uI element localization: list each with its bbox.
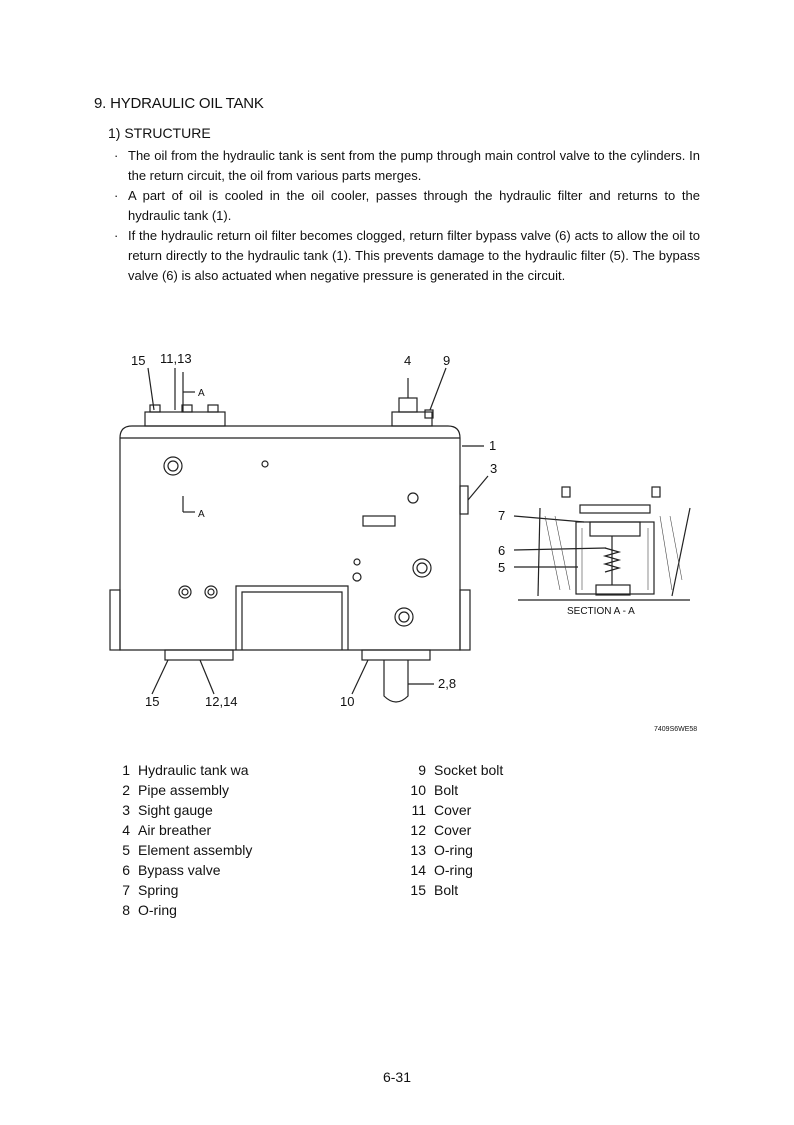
small-plug [262, 461, 268, 467]
leader-9 [430, 368, 446, 410]
part-row: 1 Hydraulic tank wa [122, 762, 249, 778]
port-circle-inner [208, 589, 214, 595]
bullet-mark: · [114, 188, 119, 203]
leader-3 [468, 476, 488, 500]
small-plug [354, 559, 360, 565]
section-mark-top: A [198, 388, 205, 399]
callout-1: 1 [489, 438, 497, 453]
part-row: 14 O-ring [410, 862, 473, 878]
bypass-valve-body [590, 522, 640, 536]
page-number: 6-31 [382, 1069, 412, 1085]
top-bolt [208, 405, 218, 412]
port-circle [395, 608, 413, 626]
air-breather [399, 398, 417, 412]
port-circle [413, 559, 431, 577]
bottom-flange [362, 650, 430, 660]
callout-5: 5 [498, 560, 506, 575]
filter-element [576, 522, 654, 594]
port-circle-inner [399, 612, 409, 622]
callout-12-14: 12,14 [205, 694, 238, 709]
small-plug [408, 493, 418, 503]
callout-11-13: 11,13 [160, 351, 192, 366]
bottom-flange [165, 650, 233, 660]
port-circle [205, 586, 217, 598]
subsection-heading: 1) STRUCTURE [108, 125, 211, 141]
part-row: 12 Cover [410, 822, 472, 838]
section-edge [672, 508, 690, 596]
lower-recess [236, 586, 348, 650]
leader-6 [514, 548, 606, 550]
section-bolt [562, 487, 570, 497]
part-row: 2 Pipe assembly [122, 782, 230, 798]
breather-base [392, 412, 432, 426]
port-circle-inner [182, 589, 188, 595]
leader-7 [514, 516, 584, 522]
part-row: 11 Cover [411, 802, 472, 818]
part-row: 15 Bolt [410, 882, 459, 898]
paragraph-text: If the hydraulic return oil filter becomes clogged, return filter bypass valve (6) acts to allow the oil to return directly to the hydraulic tank (1). This prevents damage to the hydraulic filter (5). The bypass valve (6) is also actuated when negative pressure is generated in the circuit. [128, 228, 700, 283]
callout-15-top: 15 [131, 353, 146, 368]
port-circle [179, 586, 191, 598]
callout-3: 3 [490, 461, 498, 476]
port-circle-inner [168, 461, 178, 471]
tank-drawing [110, 368, 690, 702]
bullet-mark: · [114, 228, 119, 243]
callout-2-8: 2,8 [438, 676, 457, 691]
top-bolt [150, 405, 160, 412]
top-cover [145, 412, 225, 426]
paragraph-text: The oil from the hydraulic tank is sent from the pump through main control valve to the cylinders. In the return circuit, the oil from various parts merges. [128, 148, 700, 183]
part-row: 13 O-ring [410, 842, 473, 858]
parts-list-right [404, 760, 503, 900]
bullet-mark: · [114, 148, 119, 163]
paragraph-text: A part of oil is cooled in the oil cooler, passes through the hydraulic filter and returns to the hydraulic tank (1). [128, 188, 700, 223]
section-heading: 9. HYDRAULIC OIL TANK [94, 95, 264, 112]
right-mount [460, 590, 470, 650]
nameplate [363, 516, 395, 526]
leader-12-14 [200, 660, 214, 694]
callout-4: 4 [404, 353, 412, 368]
left-mount [110, 590, 120, 650]
part-row: 3 Sight gauge [122, 802, 213, 818]
callout-15-bottom: 15 [145, 694, 160, 709]
section-label: SECTION A - A [567, 606, 635, 617]
section-edge [538, 508, 540, 596]
lower-recess-inner [242, 592, 342, 650]
drawing-code: 7409S6WE58 [654, 726, 698, 733]
section-mark-left: A [198, 509, 205, 520]
port-circle-inner [417, 563, 427, 573]
leader-15-bottom [152, 660, 168, 694]
section-cover [580, 505, 650, 513]
section-bolt [652, 487, 660, 497]
callout-10: 10 [340, 694, 355, 709]
small-plug [353, 573, 361, 581]
part-row: 7 Spring [122, 882, 179, 898]
part-row: 8 O-ring [122, 902, 177, 918]
part-row: 4 Air breather [122, 822, 212, 838]
leader-15-top [148, 368, 154, 410]
part-row: 6 Bypass valve [122, 862, 221, 878]
leader-10 [352, 660, 368, 694]
part-row: 9 Socket bolt [418, 762, 504, 778]
part-row: 10 Bolt [410, 782, 459, 798]
callout-9: 9 [443, 353, 451, 368]
suction-pipe [384, 660, 408, 702]
port-circle [164, 457, 182, 475]
parts-list-left [108, 760, 252, 920]
callout-7: 7 [498, 508, 506, 523]
part-row: 5 Element assembly [122, 842, 253, 858]
sight-gauge [460, 486, 468, 514]
callout-6: 6 [498, 543, 506, 558]
